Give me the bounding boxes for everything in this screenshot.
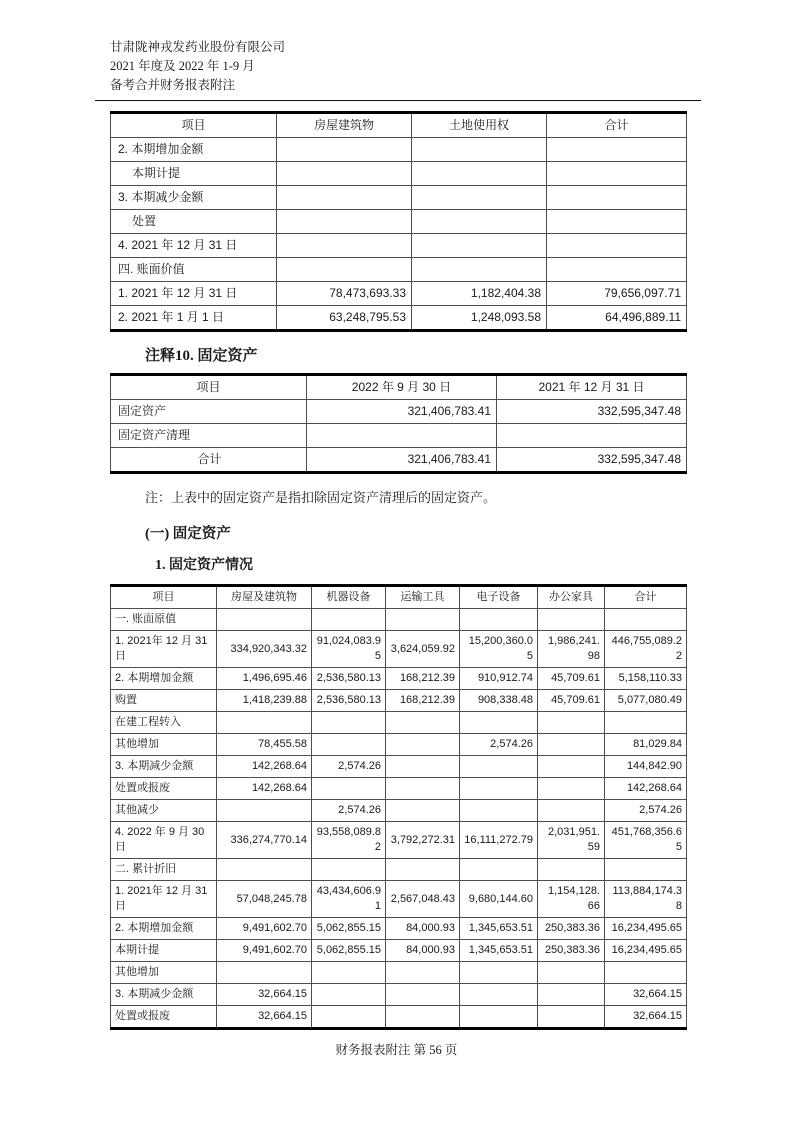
value-cell <box>277 186 412 210</box>
value-cell <box>386 778 460 800</box>
column-header: 运输工具 <box>386 586 460 609</box>
value-cell: 2,536,580.13 <box>312 690 386 712</box>
value-cell <box>412 210 547 234</box>
column-header: 机器设备 <box>312 586 386 609</box>
row-label: 1. 2021 年 12 月 31 日 <box>111 282 277 306</box>
value-cell <box>277 258 412 282</box>
table-row <box>111 918 687 940</box>
value-cell: 168,212.39 <box>386 690 460 712</box>
row-label: 3. 本期减少金额 <box>111 186 277 210</box>
value-cell <box>277 162 412 186</box>
value-cell <box>217 800 312 822</box>
value-cell <box>538 962 605 984</box>
value-cell <box>547 210 687 234</box>
table-row <box>111 712 687 734</box>
value-cell <box>217 859 312 881</box>
value-cell: 1,418,239.88 <box>217 690 312 712</box>
value-cell: 908,338.48 <box>460 690 538 712</box>
table-row <box>111 210 687 234</box>
note10-heading: 注释10. 固定资产 <box>145 348 258 364</box>
table-header-row <box>111 113 687 138</box>
value-cell: 78,455.58 <box>217 734 312 756</box>
value-cell: 9,491,602.70 <box>217 918 312 940</box>
row-label: 固定资产清理 <box>111 424 307 448</box>
value-cell <box>538 756 605 778</box>
value-cell: 334,920,343.32 <box>217 631 312 668</box>
value-cell <box>217 609 312 631</box>
value-cell <box>460 1006 538 1029</box>
value-cell: 5,062,855.15 <box>312 918 386 940</box>
table-row <box>111 734 687 756</box>
row-label: 2. 2021 年 1 月 1 日 <box>111 306 277 331</box>
header-divider <box>95 100 701 101</box>
value-cell: 910,912.74 <box>460 668 538 690</box>
row-label: 处置或报废 <box>111 1006 217 1029</box>
value-cell: 1,154,128.66 <box>538 881 605 918</box>
value-cell <box>460 984 538 1006</box>
value-cell <box>460 778 538 800</box>
value-cell <box>312 778 386 800</box>
value-cell: 1,496,695.46 <box>217 668 312 690</box>
value-cell <box>547 258 687 282</box>
value-cell: 32,664.15 <box>605 984 687 1006</box>
column-header: 房屋建筑物 <box>277 113 412 138</box>
value-cell: 2,574.26 <box>460 734 538 756</box>
table-row <box>111 448 687 473</box>
table-row <box>111 162 687 186</box>
subsection-heading-fixed-assets-status: 1. 固定资产情况 <box>155 558 253 573</box>
table-row <box>111 822 687 859</box>
table-row <box>111 631 687 668</box>
value-cell: 142,268.64 <box>605 778 687 800</box>
value-cell <box>312 962 386 984</box>
value-cell: 9,491,602.70 <box>217 940 312 962</box>
value-cell <box>460 859 538 881</box>
value-cell <box>547 234 687 258</box>
table-row <box>111 881 687 918</box>
row-label: 购置 <box>111 690 217 712</box>
value-cell: 15,200,360.05 <box>460 631 538 668</box>
column-header: 项目 <box>111 113 277 138</box>
column-header: 电子设备 <box>460 586 538 609</box>
row-label: 1. 2021年 12 月 31 日 <box>111 881 217 918</box>
value-cell: 2,574.26 <box>312 800 386 822</box>
row-label: 4. 2021 年 12 月 31 日 <box>111 234 277 258</box>
value-cell <box>460 800 538 822</box>
row-label: 本期计提 <box>111 940 217 962</box>
column-header: 房屋及建筑物 <box>217 586 312 609</box>
value-cell <box>412 162 547 186</box>
value-cell: 32,664.15 <box>217 1006 312 1029</box>
table-row <box>111 668 687 690</box>
value-cell: 57,048,245.78 <box>217 881 312 918</box>
value-cell <box>538 984 605 1006</box>
value-cell <box>386 712 460 734</box>
table-header-row <box>111 586 687 609</box>
value-cell <box>460 962 538 984</box>
value-cell <box>386 1006 460 1029</box>
row-label: 其他增加 <box>111 734 217 756</box>
value-cell: 168,212.39 <box>386 668 460 690</box>
value-cell <box>538 778 605 800</box>
column-header: 合计 <box>547 113 687 138</box>
value-cell <box>312 1006 386 1029</box>
value-cell <box>412 186 547 210</box>
table-row <box>111 282 687 306</box>
column-header: 2021 年 12 月 31 日 <box>497 375 687 400</box>
value-cell: 32,664.15 <box>217 984 312 1006</box>
row-label: 2. 本期增加金额 <box>111 138 277 162</box>
row-label: 处置 <box>111 210 277 234</box>
value-cell <box>460 756 538 778</box>
value-cell: 5,158,110.33 <box>605 668 687 690</box>
row-label: 处置或报废 <box>111 778 217 800</box>
table-footnote: 注：上表中的固定资产是指扣除固定资产清理后的固定资产。 <box>145 490 497 505</box>
value-cell <box>460 712 538 734</box>
value-cell: 16,234,495.65 <box>605 940 687 962</box>
value-cell <box>307 424 497 448</box>
column-header: 办公家具 <box>538 586 605 609</box>
row-label: 2. 本期增加金额 <box>111 668 217 690</box>
table-row <box>111 984 687 1006</box>
table-row <box>111 962 687 984</box>
row-label: 一. 账面原值 <box>111 609 217 631</box>
value-cell: 3,624,059.92 <box>386 631 460 668</box>
value-cell <box>277 234 412 258</box>
value-cell: 1,248,093.58 <box>412 306 547 331</box>
value-cell: 332,595,347.48 <box>497 448 687 473</box>
value-cell <box>538 1006 605 1029</box>
value-cell: 5,062,855.15 <box>312 940 386 962</box>
value-cell <box>386 962 460 984</box>
value-cell <box>412 234 547 258</box>
value-cell: 3,792,272.31 <box>386 822 460 859</box>
value-cell <box>547 162 687 186</box>
value-cell <box>547 186 687 210</box>
value-cell: 2,574.26 <box>605 800 687 822</box>
value-cell <box>460 609 538 631</box>
value-cell: 63,248,795.53 <box>277 306 412 331</box>
row-label: 2. 本期增加金额 <box>111 918 217 940</box>
fixed-assets-detail-table <box>110 584 687 1030</box>
column-header: 2022 年 9 月 30 日 <box>307 375 497 400</box>
value-cell: 2,574.26 <box>312 756 386 778</box>
value-cell <box>386 756 460 778</box>
value-cell: 84,000.93 <box>386 940 460 962</box>
value-cell: 91,024,083.95 <box>312 631 386 668</box>
table-header-row <box>111 375 687 400</box>
page-footer: 财务报表附注 第 56 页 <box>335 1043 458 1057</box>
value-cell: 446,755,089.22 <box>605 631 687 668</box>
value-cell: 43,434,606.91 <box>312 881 386 918</box>
column-header: 合计 <box>605 586 687 609</box>
table-row <box>111 138 687 162</box>
value-cell <box>386 859 460 881</box>
value-cell <box>538 734 605 756</box>
value-cell <box>386 984 460 1006</box>
table-row <box>111 424 687 448</box>
value-cell: 16,111,272.79 <box>460 822 538 859</box>
fixed-assets-summary-table <box>110 373 687 474</box>
value-cell <box>605 712 687 734</box>
value-cell: 332,595,347.48 <box>497 400 687 424</box>
value-cell: 84,000.93 <box>386 918 460 940</box>
row-label: 固定资产 <box>111 400 307 424</box>
table-row <box>111 940 687 962</box>
value-cell <box>538 609 605 631</box>
value-cell <box>217 712 312 734</box>
value-cell <box>547 138 687 162</box>
table-row <box>111 690 687 712</box>
table-row <box>111 609 687 631</box>
row-label: 合计 <box>111 448 307 473</box>
value-cell <box>605 859 687 881</box>
value-cell: 1,986,241.98 <box>538 631 605 668</box>
page-content <box>110 38 686 1030</box>
value-cell: 45,709.61 <box>538 668 605 690</box>
value-cell: 93,558,089.82 <box>312 822 386 859</box>
value-cell <box>312 734 386 756</box>
table-row <box>111 234 687 258</box>
value-cell <box>386 609 460 631</box>
value-cell <box>605 609 687 631</box>
land-buildings-continuation-table <box>110 111 687 332</box>
table-row <box>111 859 687 881</box>
value-cell: 451,768,356.65 <box>605 822 687 859</box>
value-cell: 2,567,048.43 <box>386 881 460 918</box>
row-label: 3. 本期减少金额 <box>111 756 217 778</box>
table-row <box>111 306 687 331</box>
report-period: 2021 年度及 2022 年 1-9 月 <box>110 59 255 73</box>
row-label: 其他增加 <box>111 962 217 984</box>
column-header: 土地使用权 <box>412 113 547 138</box>
value-cell <box>497 424 687 448</box>
value-cell: 250,383.36 <box>538 918 605 940</box>
value-cell: 64,496,889.11 <box>547 306 687 331</box>
value-cell <box>217 962 312 984</box>
value-cell <box>605 962 687 984</box>
value-cell: 250,383.36 <box>538 940 605 962</box>
row-label: 本期计提 <box>111 162 277 186</box>
value-cell <box>538 800 605 822</box>
value-cell: 321,406,783.41 <box>307 400 497 424</box>
row-label: 4. 2022 年 9 月 30 日 <box>111 822 217 859</box>
row-label: 二. 累计折旧 <box>111 859 217 881</box>
value-cell: 2,031,951.59 <box>538 822 605 859</box>
value-cell: 113,884,174.38 <box>605 881 687 918</box>
table-row <box>111 778 687 800</box>
document-header <box>110 38 686 95</box>
value-cell: 32,664.15 <box>605 1006 687 1029</box>
column-header: 项目 <box>111 375 307 400</box>
value-cell <box>312 609 386 631</box>
value-cell: 78,473,693.33 <box>277 282 412 306</box>
column-header: 项目 <box>111 586 217 609</box>
section-heading-fixed-assets: (一) 固定资产 <box>145 526 231 542</box>
value-cell: 142,268.64 <box>217 756 312 778</box>
value-cell <box>312 712 386 734</box>
value-cell <box>386 734 460 756</box>
row-label: 3. 本期减少金额 <box>111 984 217 1006</box>
value-cell: 79,656,097.71 <box>547 282 687 306</box>
value-cell: 321,406,783.41 <box>307 448 497 473</box>
value-cell: 5,077,080.49 <box>605 690 687 712</box>
value-cell <box>277 210 412 234</box>
value-cell <box>412 258 547 282</box>
table-row <box>111 400 687 424</box>
row-label: 在建工程转入 <box>111 712 217 734</box>
value-cell: 144,842.90 <box>605 756 687 778</box>
value-cell: 81,029.84 <box>605 734 687 756</box>
value-cell: 1,345,653.51 <box>460 918 538 940</box>
report-title: 备考合并财务报表附注 <box>110 78 236 92</box>
row-label: 1. 2021年 12 月 31 日 <box>111 631 217 668</box>
value-cell <box>312 859 386 881</box>
table-row <box>111 1006 687 1029</box>
row-label: 四. 账面价值 <box>111 258 277 282</box>
table-row <box>111 800 687 822</box>
value-cell <box>386 800 460 822</box>
value-cell: 1,182,404.38 <box>412 282 547 306</box>
value-cell: 45,709.61 <box>538 690 605 712</box>
value-cell: 9,680,144.60 <box>460 881 538 918</box>
table-row <box>111 756 687 778</box>
value-cell <box>538 712 605 734</box>
value-cell: 2,536,580.13 <box>312 668 386 690</box>
value-cell: 336,274,770.14 <box>217 822 312 859</box>
value-cell: 1,345,653.51 <box>460 940 538 962</box>
value-cell <box>538 859 605 881</box>
company-name: 甘肃陇神戎发药业股份有限公司 <box>110 40 286 54</box>
value-cell <box>412 138 547 162</box>
row-label: 其他减少 <box>111 800 217 822</box>
table-row <box>111 258 687 282</box>
value-cell <box>277 138 412 162</box>
value-cell <box>312 984 386 1006</box>
value-cell: 16,234,495.65 <box>605 918 687 940</box>
value-cell: 142,268.64 <box>217 778 312 800</box>
table-row <box>111 186 687 210</box>
